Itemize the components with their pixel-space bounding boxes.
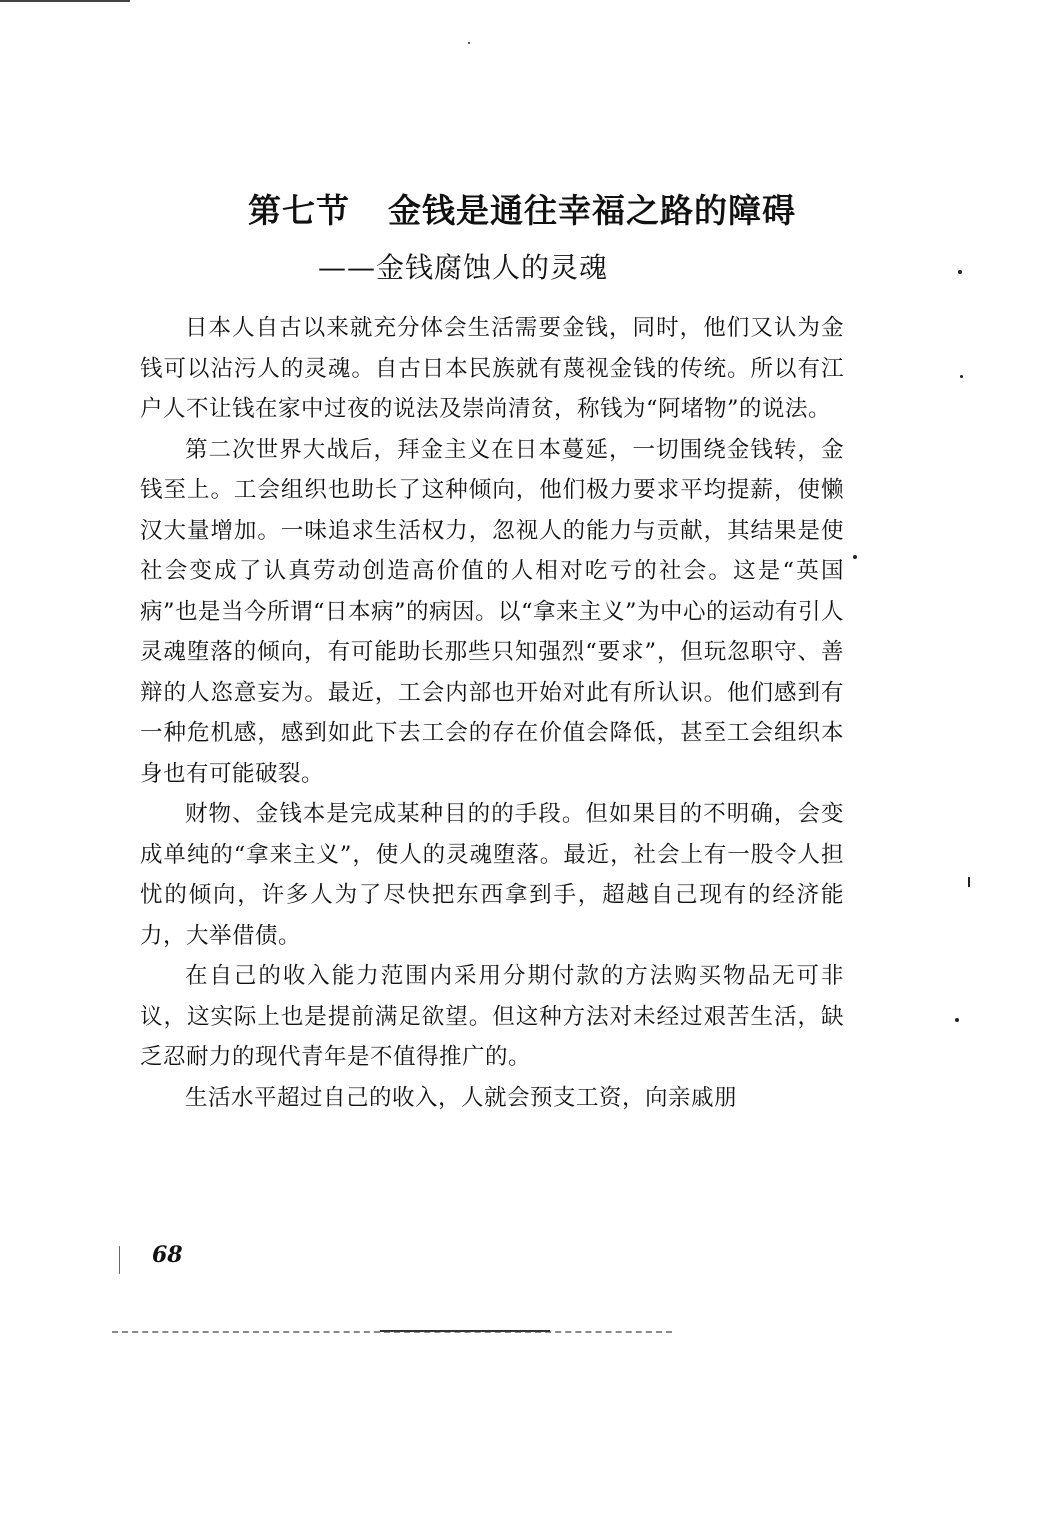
section-heading <box>0 185 1044 232</box>
paragraph: 日本人自古以来就充分体会生活需要金钱，同时，他们又认为金钱可以沾污人的灵魂。自古日本民族就有蔑视金钱的传统。所以有江户人不让钱在家中过夜的说法及崇尚清贫，称钱为“阿堵物”的说法。 <box>140 315 844 422</box>
scan-speck <box>958 270 962 274</box>
paragraph: 在自己的收入能力范围内采用分期付款的方法购买物品无可非议，这实际上也是提前满足欲望。但这种方法对未经过艰苦生活，缺乏忍耐力的现代青年是不值得推广的。 <box>140 963 844 1070</box>
scan-speck <box>955 1018 959 1022</box>
margin-mark <box>119 1246 120 1274</box>
page-number: 68 <box>152 1242 183 1268</box>
scan-speck <box>468 42 470 44</box>
section-number: 第七节 <box>248 191 350 231</box>
paragraph: 财物、金钱本是完成某种目的的手段。但如果目的不明确，会变成单纯的“拿来主义”，使人的灵魂堕落。最近，社会上有一股令人担忧的倾向，许多人为了尽快把东西拿到手，超越自己现有的经济能力，大举借债。 <box>140 801 844 949</box>
paragraph: 第二次世界大战后，拜金主义在日本蔓延，一切围绕金钱转，金钱至上。工会组织也助长了这种倾向，他们极力要求平均提薪，使懒汉大量增加。一味追求生活权力，忽视人的能力与贡献，其结果是使社会变成了认真劳动创造高价值的人相对吃亏的社会。这是“英国病”也是当今所谓“日本病”的病因。以“拿来主义”为中心的运动有引人灵魂堕落的倾向，有可能助长那些只知强烈“要求”，但玩忽职守、善辩的人恣意妄为。最近，工会内部也开始对此有所认识。他们感到有一种危机感，感到如此下去工会的存在价值会降低，甚至工会组织本身也有可能破裂。 <box>140 436 845 787</box>
paragraph: 生活水平超过自己的收入，人就会预支工资，向亲戚朋 <box>185 1084 738 1111</box>
section-subtitle: ——金钱腐蚀人的灵魂 <box>318 251 609 284</box>
scan-speck <box>968 877 970 887</box>
scan-speck <box>960 375 963 378</box>
section-title: 金钱是通往幸福之路的障碍 <box>388 191 796 231</box>
body-text <box>140 308 844 1118</box>
scan-bottom-rule-dark <box>380 1330 550 1332</box>
top-edge-rule <box>0 0 130 2</box>
scan-speck <box>853 555 857 559</box>
